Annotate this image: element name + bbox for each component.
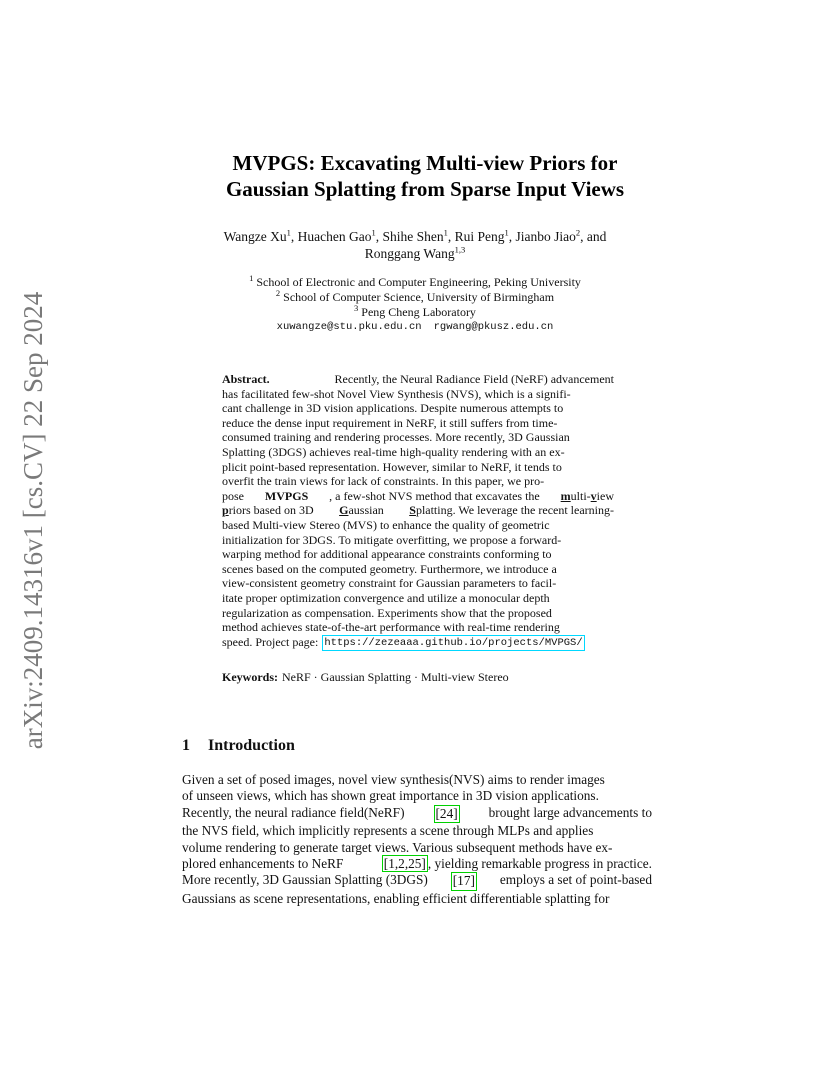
abstract-text: Recently, the Neural Radiance Field (NeRF) advancement xyxy=(334,372,614,386)
abstract-line: regularization as compensation. Experiments show that the proposed xyxy=(222,605,552,620)
arxiv-identifier xyxy=(10,280,58,760)
intro-paragraph xyxy=(182,772,652,907)
email-list xyxy=(150,320,680,335)
abstract-text: , a few-shot NVS method that excavates the xyxy=(329,488,540,503)
author-affil-mark: 2 xyxy=(575,227,581,238)
affil-mark: 2 xyxy=(275,288,281,298)
affiliation-3 xyxy=(150,305,680,320)
author-conjunction: and xyxy=(586,229,607,244)
abstract-line: warping method for additional appearance constraints conforming to xyxy=(222,547,552,562)
abstract-line xyxy=(222,635,614,652)
abstract-text: ulti- xyxy=(570,488,591,503)
author-affil-mark: 1 xyxy=(371,227,376,238)
abstract-line: cant challenge in 3D vision applications. Despite numerous attempts to xyxy=(222,401,564,416)
abstract-text: speed. Project page: xyxy=(222,634,319,649)
abstract-text: aussian xyxy=(348,503,384,518)
abstract-line: method achieves state-of-the-art performance with real-time rendering xyxy=(222,620,560,635)
affil-text: School of Electronic and Computer Engineering, Peking University xyxy=(256,275,581,289)
author-name: Jianbo Jiao xyxy=(515,229,576,244)
author-affil-mark: 1 xyxy=(286,227,291,238)
intro-line xyxy=(182,856,652,872)
author-name: Wangze Xu xyxy=(223,229,287,244)
abstract-line: itate proper optimization convergence and utilize a monocular depth xyxy=(222,590,550,605)
abstract-line: reduce the dense input requirement in NeRF, it still suffers from time- xyxy=(222,415,558,430)
method-name: MVPGS xyxy=(264,488,309,503)
affiliation-1 xyxy=(150,275,680,290)
citation-link[interactable]: [17] xyxy=(451,872,477,890)
section-title: Introduction xyxy=(208,737,295,754)
arxiv-identifier-text: arXiv:2409.14316v1 [cs.CV] 22 Sep 2024 xyxy=(18,291,49,749)
intro-text: , yielding remarkable progress in practice. xyxy=(427,856,652,872)
abstract-line: overfit the train views for lack of constraints. In this paper, we pro- xyxy=(222,474,545,489)
intro-line xyxy=(182,805,652,823)
section-heading xyxy=(182,737,295,755)
paper-title xyxy=(160,150,690,202)
abstract xyxy=(222,372,614,651)
intro-text: More recently, 3D Gaussian Splatting (3DGS) xyxy=(182,872,428,888)
abstract-line: consumed training and rendering processes. More recently, 3D Gaussian xyxy=(222,430,570,445)
intro-line: Gaussians as scene representations, enabling efficient differentiable splatting for xyxy=(182,890,610,906)
abstract-text: iew xyxy=(596,488,614,503)
affil-mark: 1 xyxy=(249,273,254,283)
intro-text: Recently, the neural radiance field(NeRF) xyxy=(182,804,405,820)
project-page-link[interactable]: https://zezeaaa.github.io/projects/MVPGS/ xyxy=(322,635,584,652)
author-affil-mark: 1,3 xyxy=(454,244,466,255)
keywords-label: Keywords: xyxy=(222,670,278,684)
abstract-line: has facilitated few-shot Novel View Synthesis (NVS), which is a signifi- xyxy=(222,386,571,401)
abstract-line xyxy=(222,372,614,387)
intro-line: the NVS field, which implicitly represents a scene through MLPs and applies xyxy=(182,823,594,839)
acronym-letter: v xyxy=(590,488,597,503)
abstract-text: pose xyxy=(222,488,244,503)
intro-text: brought large advancements to xyxy=(488,804,652,820)
abstract-line: view-consistent geometry constraint for Gaussian parameters to facil- xyxy=(222,576,557,591)
author-name: Ronggang Wang xyxy=(364,246,455,261)
author-list: Wangze Xu$^1$, Huachen Gao$^1$, Shihe Shen$^1$, Rui Peng$^1$, Jianbo Jiao$^2$, and Ronggang Wang$^{1,3}$ xyxy=(223,227,607,261)
title-line-1: MVPGS: Excavating Multi-view Priors for xyxy=(232,151,618,175)
abstract-line: plicit point-based representation. However, similar to NeRF, it tends to xyxy=(222,459,562,474)
abstract-text: platting. We leverage the recent learning- xyxy=(415,503,614,518)
abstract-line: based Multi-view Stereo (MVS) to enhance the quality of geometric xyxy=(222,517,550,532)
acronym-letter: G xyxy=(339,503,349,518)
abstract-label: Abstract. xyxy=(222,372,270,386)
abstract-line: Splatting (3DGS) achieves real-time high-quality rendering with an ex- xyxy=(222,444,565,459)
acronym-letter: p xyxy=(222,503,229,518)
keywords xyxy=(222,670,614,685)
intro-text: employs a set of point-based xyxy=(499,872,652,888)
affil-text: School of Computer Science, University of Birmingham xyxy=(283,290,555,304)
affil-text: Peng Cheng Laboratory xyxy=(361,305,476,319)
email-2: rgwang@pkusz.edu.cn xyxy=(433,321,554,333)
author-name: Shihe Shen xyxy=(382,229,444,244)
author-affil-mark: 1 xyxy=(504,227,509,238)
acronym-letter: S xyxy=(409,503,416,518)
intro-line: volume rendering to generate target views. Various subsequent methods have ex- xyxy=(182,839,613,855)
citation-link[interactable]: [1,2,25] xyxy=(383,856,426,872)
author-name: Rui Peng xyxy=(454,229,505,244)
intro-line xyxy=(182,872,652,890)
author-name: Huachen Gao xyxy=(297,229,372,244)
abstract-line: initialization for 3DGS. To mitigate overfitting, we propose a forward- xyxy=(222,532,562,547)
abstract-line xyxy=(222,503,614,518)
email-1: xuwangze@stu.pku.edu.cn xyxy=(276,321,422,333)
keywords-text: NeRF · Gaussian Splatting · Multi-view Stereo xyxy=(282,670,509,684)
title-line-2: Gaussian Splatting from Sparse Input Views xyxy=(225,177,625,201)
affiliations xyxy=(150,275,680,335)
author-affil-mark: 1 xyxy=(443,227,448,238)
abstract-text: riors based on 3D xyxy=(228,503,314,518)
acronym-letter: m xyxy=(560,488,571,503)
abstract-line xyxy=(222,489,614,504)
intro-line: of unseen views, which has shown great importance in 3D vision applications. xyxy=(182,788,599,804)
abstract-line: scenes based on the computed geometry. Furthermore, we introduce a xyxy=(222,561,557,576)
citation-link[interactable]: [24] xyxy=(434,805,460,823)
intro-text: plored enhancements to NeRF xyxy=(182,856,344,872)
affil-mark: 3 xyxy=(354,303,359,313)
section-number: 1 xyxy=(182,737,190,754)
affiliation-2 xyxy=(150,290,680,305)
intro-line: Given a set of posed images, novel view synthesis(NVS) aims to render images xyxy=(182,772,605,787)
